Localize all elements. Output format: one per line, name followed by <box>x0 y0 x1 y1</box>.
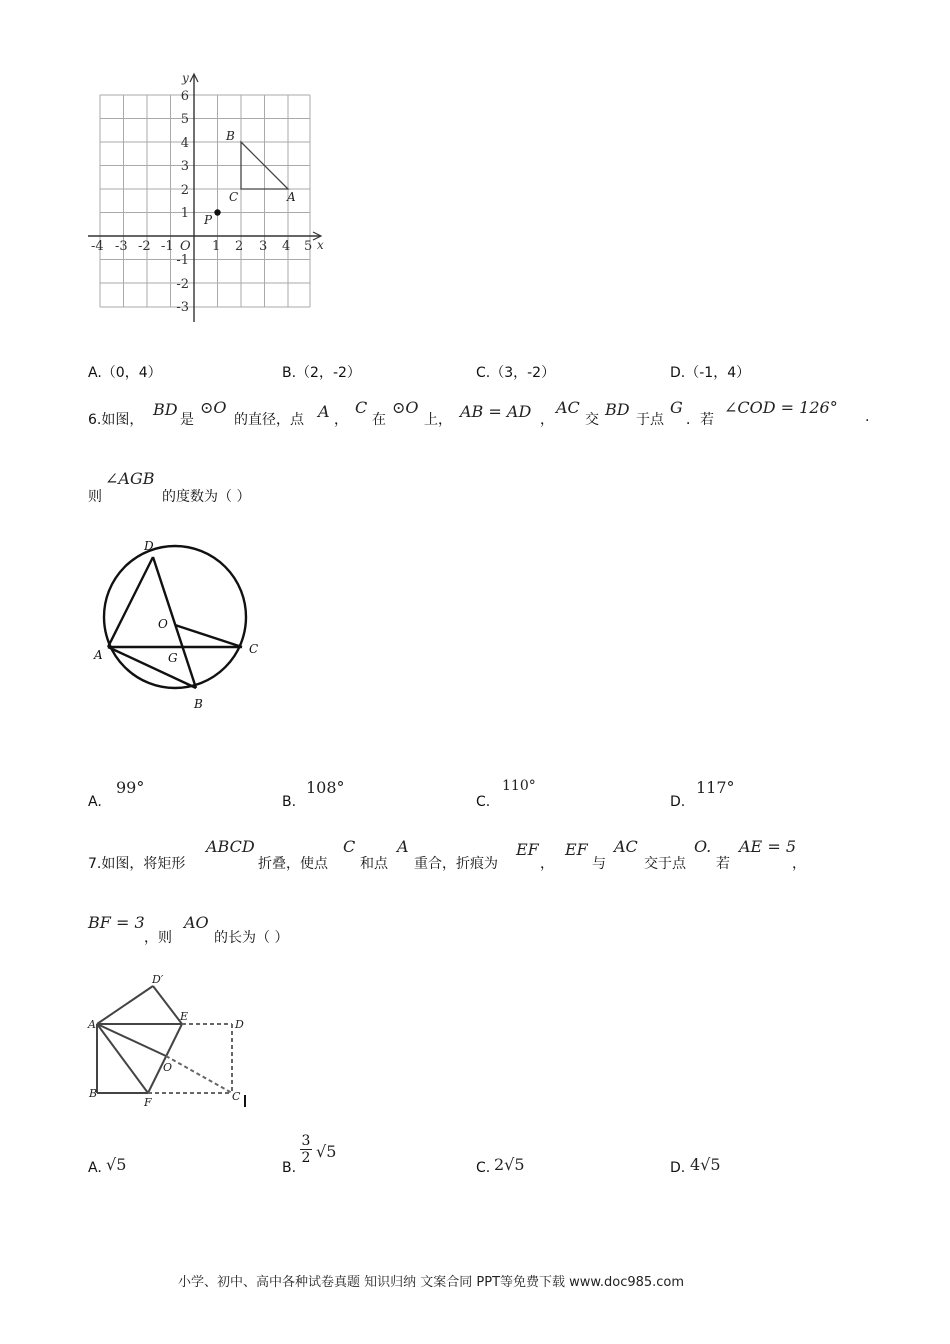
label-a: A <box>94 648 103 662</box>
q6-option-c-letter[interactable]: C. <box>476 794 491 810</box>
q6-option-b-letter[interactable]: B. <box>282 794 297 810</box>
label-d-prime: D′ <box>152 973 164 986</box>
q6-point-g: G <box>670 398 683 417</box>
q7-ac: AC <box>614 837 638 856</box>
segment-d1e <box>153 986 182 1024</box>
q6-period: . <box>865 409 870 425</box>
y-axis-label: y <box>182 71 189 85</box>
point-label-p: P <box>204 213 213 227</box>
q6-text-on: 在 <box>372 412 386 428</box>
y-tick-label: 4 <box>180 136 189 151</box>
q5-option-a[interactable]: A.（0，4） <box>88 365 162 381</box>
q6-option-a-value[interactable]: 99° <box>116 778 145 797</box>
fraction-numerator: 3 <box>301 1133 311 1149</box>
q5-option-b[interactable]: B.（2，-2） <box>282 365 361 381</box>
q6-circle-o-2: ⊙O <box>392 398 419 417</box>
q6-option-d-letter[interactable]: D. <box>670 794 686 810</box>
q6-option-b-value[interactable]: 108° <box>306 778 345 797</box>
x-tick-label: 3 <box>259 239 268 254</box>
q6-bd: BD <box>153 400 178 419</box>
q6-text-is: 是 <box>180 412 194 428</box>
q7-option-d-letter[interactable]: D. <box>670 1160 686 1176</box>
q7-abcd: ABCD <box>206 837 255 856</box>
q6-point-a: A <box>318 402 330 421</box>
label-a: A <box>88 1018 96 1031</box>
point-p <box>214 209 220 215</box>
label-f: F <box>144 1096 152 1109</box>
q6-text-at: 于点 <box>636 412 664 428</box>
q7-option-a-letter[interactable]: A. <box>88 1160 102 1176</box>
label-e: E <box>180 1010 189 1023</box>
q7-point-o: O. <box>694 837 712 856</box>
q7-option-c-value[interactable]: 2√5 <box>494 1155 525 1174</box>
q7-option-d-value[interactable]: 4√5 <box>690 1155 721 1174</box>
label-c: C <box>249 642 259 656</box>
segment-oc-dashed <box>166 1056 232 1093</box>
label-g: G <box>168 651 178 665</box>
coordinate-grid-figure <box>80 65 340 330</box>
label-c: C <box>232 1090 241 1103</box>
q6-option-d-value[interactable]: 117° <box>696 778 735 797</box>
circle-o <box>104 546 246 688</box>
segment-af <box>97 1024 148 1093</box>
q7-comma: ， <box>540 856 554 872</box>
fraction-denominator: 2 <box>301 1150 311 1166</box>
page-footer: 小学、初中、高中各种试卷真题 知识归纳 文案合同 PPT等免费下载 www.doc985.com <box>178 1275 685 1290</box>
x-tick-label: -2 <box>138 239 151 254</box>
q6-option-a-letter[interactable]: A. <box>88 794 102 810</box>
q6-comma-1: ， <box>334 412 348 428</box>
q7-bf: BF = 3 <box>88 913 145 932</box>
segment-ab <box>108 647 196 688</box>
cursor-mark <box>244 1095 246 1107</box>
label-b: B <box>194 697 203 711</box>
q6-arc-equality: AB = AD <box>460 402 532 421</box>
q7-text-len: 的长为（ ） <box>214 930 289 946</box>
q7-option-b-letter[interactable]: B. <box>282 1160 297 1176</box>
q7-prefix: 7.如图，将矩形 <box>88 856 186 872</box>
origin-label: O <box>180 239 191 254</box>
q6-circle-figure <box>88 530 268 715</box>
y-tick-label: 6 <box>180 89 189 104</box>
q6-ac: AC <box>556 398 580 417</box>
point-label-a: A <box>287 190 296 204</box>
q6-angle-cod: ∠COD = 126° <box>724 398 838 417</box>
q7-ae: AE = 5 <box>739 837 796 856</box>
q7-option-b-value[interactable]: √5 <box>316 1142 337 1161</box>
x-tick-labels <box>91 239 312 254</box>
q6-text-if: ．若 <box>686 412 714 428</box>
q6-line2-prefix: 则 <box>88 489 102 505</box>
q6-point-c: C <box>355 398 368 417</box>
q5-option-c[interactable]: C.（3，-2） <box>476 365 556 381</box>
q7-text-and: 和点 <box>360 856 388 872</box>
q7-comma-2: ， <box>792 856 806 872</box>
y-tick-label: 1 <box>180 206 189 221</box>
y-tick-labels <box>176 89 189 315</box>
q7-option-a-value[interactable]: √5 <box>106 1155 127 1174</box>
q6-option-c-value[interactable]: 110° <box>502 778 536 794</box>
segment-oc <box>175 625 242 647</box>
segment-da <box>108 557 153 647</box>
y-tick-label: -2 <box>176 277 189 292</box>
q7-text-with: 与 <box>592 856 606 872</box>
x-tick-label: 4 <box>282 239 291 254</box>
q6-comma-2: ， <box>540 412 554 428</box>
q6-angle-agb: ∠AGB <box>105 469 155 488</box>
q7-ao: AO <box>184 913 209 932</box>
x-tick-label: 5 <box>304 239 313 254</box>
point-label-b: B <box>226 129 235 143</box>
x-tick-label: -3 <box>115 239 128 254</box>
segment-ad1 <box>97 986 153 1024</box>
label-b: B <box>89 1087 98 1100</box>
q7-option-c-letter[interactable]: C. <box>476 1160 491 1176</box>
q6-text-up: 上， <box>424 412 452 428</box>
q7-text-if: 若 <box>716 856 730 872</box>
q7-option-b-fraction[interactable] <box>300 1133 312 1166</box>
segment-ef <box>148 1024 182 1093</box>
q5-option-d[interactable]: D.（-1，4） <box>670 365 751 381</box>
q7-fold-figure <box>86 968 256 1110</box>
q6-prefix: 6.如图， <box>88 412 144 428</box>
y-tick-label: -3 <box>176 300 189 315</box>
label-o: O <box>163 1061 173 1074</box>
x-tick-label: 1 <box>212 239 221 254</box>
q7-point-c: C <box>343 837 356 856</box>
q6-line2-suffix: 的度数为（ ） <box>162 489 251 505</box>
q7-text-meet: 交于点 <box>644 856 686 872</box>
y-tick-label: 3 <box>180 159 189 174</box>
q7-ef: EF <box>516 840 539 859</box>
label-o: O <box>158 617 168 631</box>
x-tick-label: -1 <box>161 239 174 254</box>
y-tick-label: -1 <box>176 253 189 268</box>
q6-bd-2: BD <box>605 400 630 419</box>
y-tick-label: 5 <box>180 112 189 127</box>
q7-ef-2: EF <box>565 840 588 859</box>
q6-text-diameter: 的直径，点 <box>234 412 304 428</box>
segment-ao <box>97 1024 166 1056</box>
q7-text-fold: 折叠，使点 <box>258 856 328 872</box>
x-tick-label: -4 <box>91 239 104 254</box>
q6-text-cross: 交 <box>585 412 599 428</box>
label-d: D <box>144 539 154 553</box>
q7-text-then: ，则 <box>144 930 172 946</box>
label-d: D <box>235 1018 244 1031</box>
q6-circle-o-1: ⊙O <box>200 398 227 417</box>
y-tick-label: 2 <box>180 183 189 198</box>
x-tick-label: 2 <box>235 239 244 254</box>
grid-lines <box>100 95 313 307</box>
q7-point-a: A <box>397 837 409 856</box>
x-axis-label: x <box>317 238 324 252</box>
q7-text-coincide: 重合，折痕为 <box>414 856 498 872</box>
point-label-c: C <box>229 190 239 204</box>
